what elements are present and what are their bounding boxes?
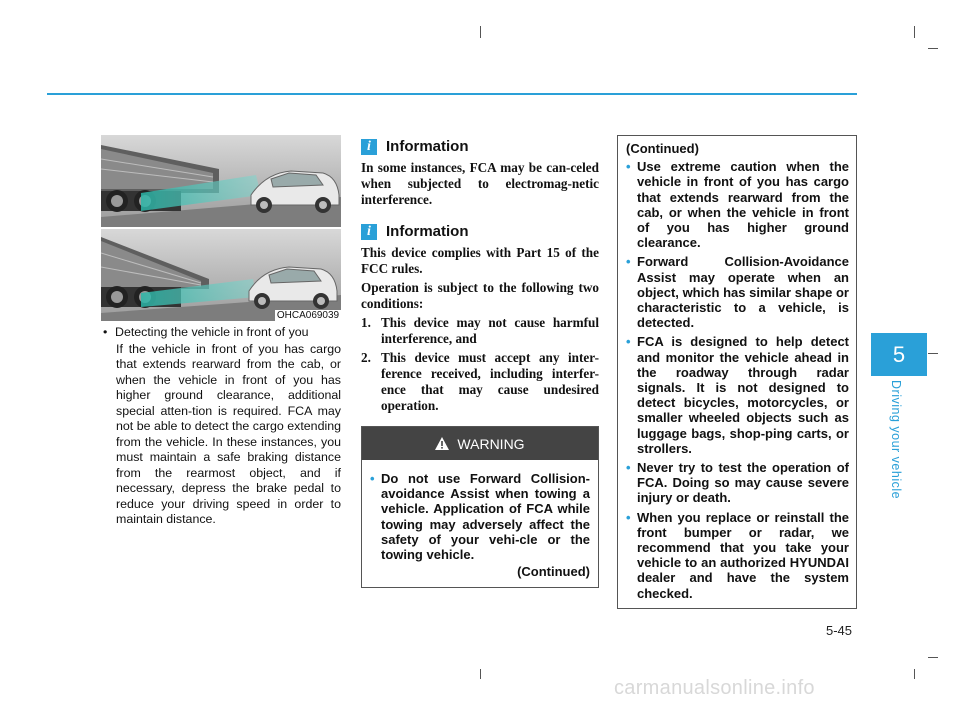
warning-triangle-icon <box>435 437 449 450</box>
warning-bullet <box>370 471 590 562</box>
item-text: This device must accept any inter-ference received, including interfer-ence that may cause undesired operation. <box>381 350 599 413</box>
info-title: Information <box>386 223 469 240</box>
continued-bullet <box>626 334 849 456</box>
warning-title: WARNING <box>457 435 525 452</box>
warning-content <box>362 460 598 579</box>
crop-mark <box>928 48 938 49</box>
item-number: 2. <box>361 350 371 365</box>
continued-bullet-text: Forward Collision-Avoidance Assist may operate when an object, which has similar shape or characteristic to a vehicle, is detected. <box>637 254 849 331</box>
bullet-dot: • <box>626 460 631 476</box>
page-number: 5-45 <box>826 623 853 638</box>
illustration-truck-cargo-2 <box>101 229 341 321</box>
continued-bullet-text: Never try to test the operation of FCA. Doing so may cause severe injury or death. <box>637 460 849 506</box>
crop-mark <box>480 669 481 679</box>
detecting-vehicle-section <box>103 325 341 528</box>
item-number: 1. <box>361 315 371 330</box>
info-icon: i <box>361 224 377 240</box>
bullet-dot: • <box>626 334 631 350</box>
crop-mark <box>928 353 938 354</box>
item-text: This device may not cause harmful interference, and <box>381 315 599 346</box>
warning-box <box>361 426 599 588</box>
bullet-dot: • <box>103 325 108 339</box>
info-heading-2 <box>361 223 469 240</box>
bullet-dot: • <box>626 159 631 175</box>
crop-mark <box>480 26 481 38</box>
numbered-item <box>361 350 599 414</box>
info-2-body <box>361 245 599 414</box>
continued-bullet <box>626 254 849 330</box>
continued-bullet <box>626 159 849 250</box>
continued-warning-box <box>617 135 857 609</box>
chapter-label: Driving your vehicle <box>889 380 903 500</box>
info-icon: i <box>361 139 377 155</box>
continued-bullet-text: Use extreme caution when the vehicle in front of you has cargo that extends rearward from the cab, or when the vehicle in front of you has higher ground clearance. <box>637 159 849 251</box>
info-2-paragraph: This device complies with Part 15 of the FCC rules. <box>361 245 599 276</box>
continued-bullet <box>626 510 849 601</box>
bullet-dot: • <box>370 471 375 486</box>
continued-bullet-text: FCA is designed to help detect and monitor the vehicle ahead in the roadway through radar signals. It is not designed to detect bicycles, motorcycles, or smaller wheeled objects such as luggage bags, shop-ping carts, or strollers. <box>637 334 849 456</box>
crop-mark <box>928 657 938 658</box>
header-rule <box>47 93 857 95</box>
continued-header: (Continued) <box>626 141 699 156</box>
figure-code: OHCA069039 <box>276 310 340 321</box>
crop-mark <box>914 26 915 38</box>
numbered-item <box>361 315 599 347</box>
continued-bullet-text: When you replace or reinstall the front bumper or radar, we recommend that you take your vehicle to an authorized HYUNDAI dealer and have the system checked. <box>637 509 849 601</box>
continued-content <box>618 136 856 601</box>
illustration-truck-cargo-1 <box>101 135 341 227</box>
warning-header <box>362 427 598 460</box>
info-1-text: In some instances, FCA may be can-celed when subjected to electromag-netic interference. <box>361 160 599 207</box>
bullet-lead: Detecting the vehicle in front of you <box>115 325 309 339</box>
info-title: Information <box>386 138 469 155</box>
chapter-tab: 5 <box>871 333 927 376</box>
continued-bullet <box>626 460 849 506</box>
watermark: carmanualsonline.info <box>614 677 815 699</box>
info-heading-1 <box>361 138 469 155</box>
bullet-body: If the vehicle in front of you has cargo that extends rearward from the cab, or when the vehicle in front of you has higher ground clearance, additional special atten-tion is required. FCA may not be able to detect the cargo extending from the vehicle. In these instances, you must maintain a safe braking distance from the rearmost object, and if necessary, depress the brake pedal to reduce your driving speed in order to maintain distance. <box>116 341 341 526</box>
crop-mark <box>914 669 915 679</box>
info-2-paragraph: Operation is subject to the following two conditions: <box>361 280 599 311</box>
warning-bullet-text: Do not use Forward Collision-avoidance Assist when towing a vehicle. Application of FCA while towing may adversely affect the safety of your vehi-cle or the towing vehicle. <box>381 471 590 563</box>
warning-continued: (Continued) <box>517 564 590 580</box>
bullet-dot: • <box>626 254 631 270</box>
bullet-dot: • <box>626 509 631 525</box>
